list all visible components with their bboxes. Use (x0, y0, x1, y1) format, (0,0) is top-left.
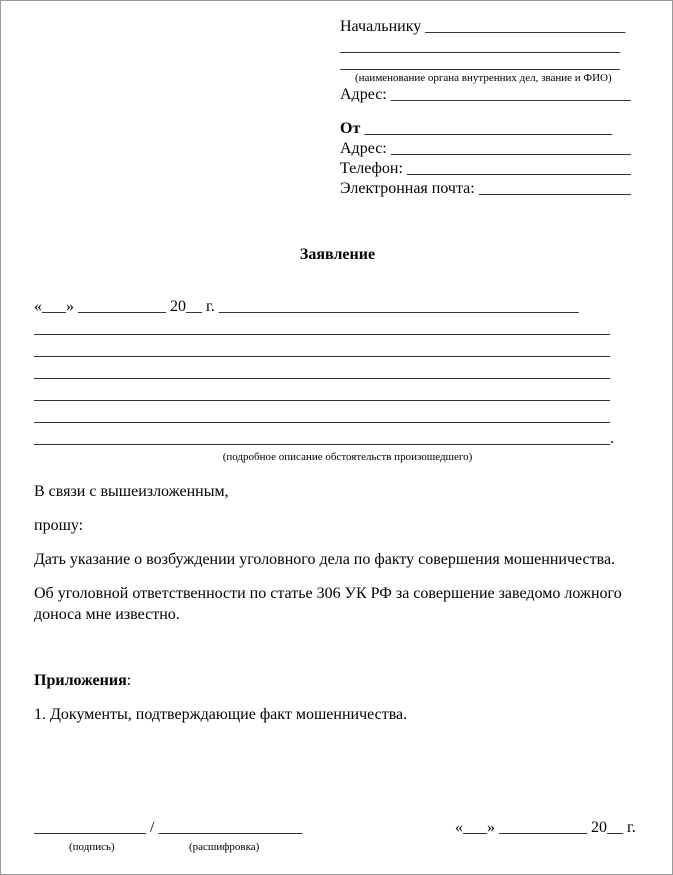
authority-address-line: Адрес: ______________________________ (340, 86, 631, 103)
chief-line-2: ___________________________________ (340, 38, 620, 55)
signature-line: ______________ / __________________ (34, 819, 303, 836)
from-label: От (340, 120, 361, 137)
appendix-heading (34, 670, 644, 691)
date-line: «___» ___________ 20__ г. _____________________________________________ (34, 298, 579, 315)
statement-line: ________________________________________________________________________ (34, 386, 610, 403)
email-line: Электронная почта: ___________________ (340, 180, 631, 197)
signature-caption: (подпись) (69, 841, 115, 853)
appendix-colon: : (126, 672, 132, 689)
chief-line: Начальнику _________________________ (340, 18, 626, 35)
appendix-label: Приложения (34, 672, 127, 689)
request-body (34, 481, 644, 725)
request-label: прошу: (34, 517, 84, 534)
statement-lines (34, 296, 654, 450)
intro-paragraph: В связи с вышеизложенным, (34, 483, 229, 500)
liability-paragraph: Об уголовной ответственности по статье 306 УК РФ за совершение заведомо ложного доноса мне известно. (34, 585, 622, 623)
statement-line: ________________________________________________________________________ (34, 408, 610, 425)
description-caption: (подробное описание обстоятельств произошедшего) (222, 451, 473, 463)
decode-caption: (расшифровка) (189, 841, 260, 853)
document-title: Заявление (299, 246, 376, 263)
phone-line: Телефон: ____________________________ (340, 160, 631, 177)
statement-line: ________________________________________________________________________ (34, 320, 610, 337)
statement-line: ________________________________________________________________________ (34, 364, 610, 381)
from-line (340, 119, 660, 139)
statement-line: ________________________________________________________________________ (34, 342, 610, 359)
statement-line: ________________________________________________________________________. (34, 430, 614, 447)
addressee-block (340, 17, 660, 199)
applicant-address-line: Адрес: ______________________________ (340, 140, 631, 157)
chief-line-3: ___________________________________ (340, 55, 620, 72)
authority-caption: (наименование органа внутренних дел, звание и ФИО) (355, 72, 612, 84)
appendix-item: 1. Документы, подтверждающие факт мошенничества. (34, 706, 408, 723)
request-paragraph: Дать указание о возбуждении уголовного дела по факту совершения мошенничества. (34, 551, 616, 568)
from-underline: _______________________________ (360, 120, 613, 137)
signature-date-line: «___» ___________ 20__ г. (455, 819, 636, 836)
